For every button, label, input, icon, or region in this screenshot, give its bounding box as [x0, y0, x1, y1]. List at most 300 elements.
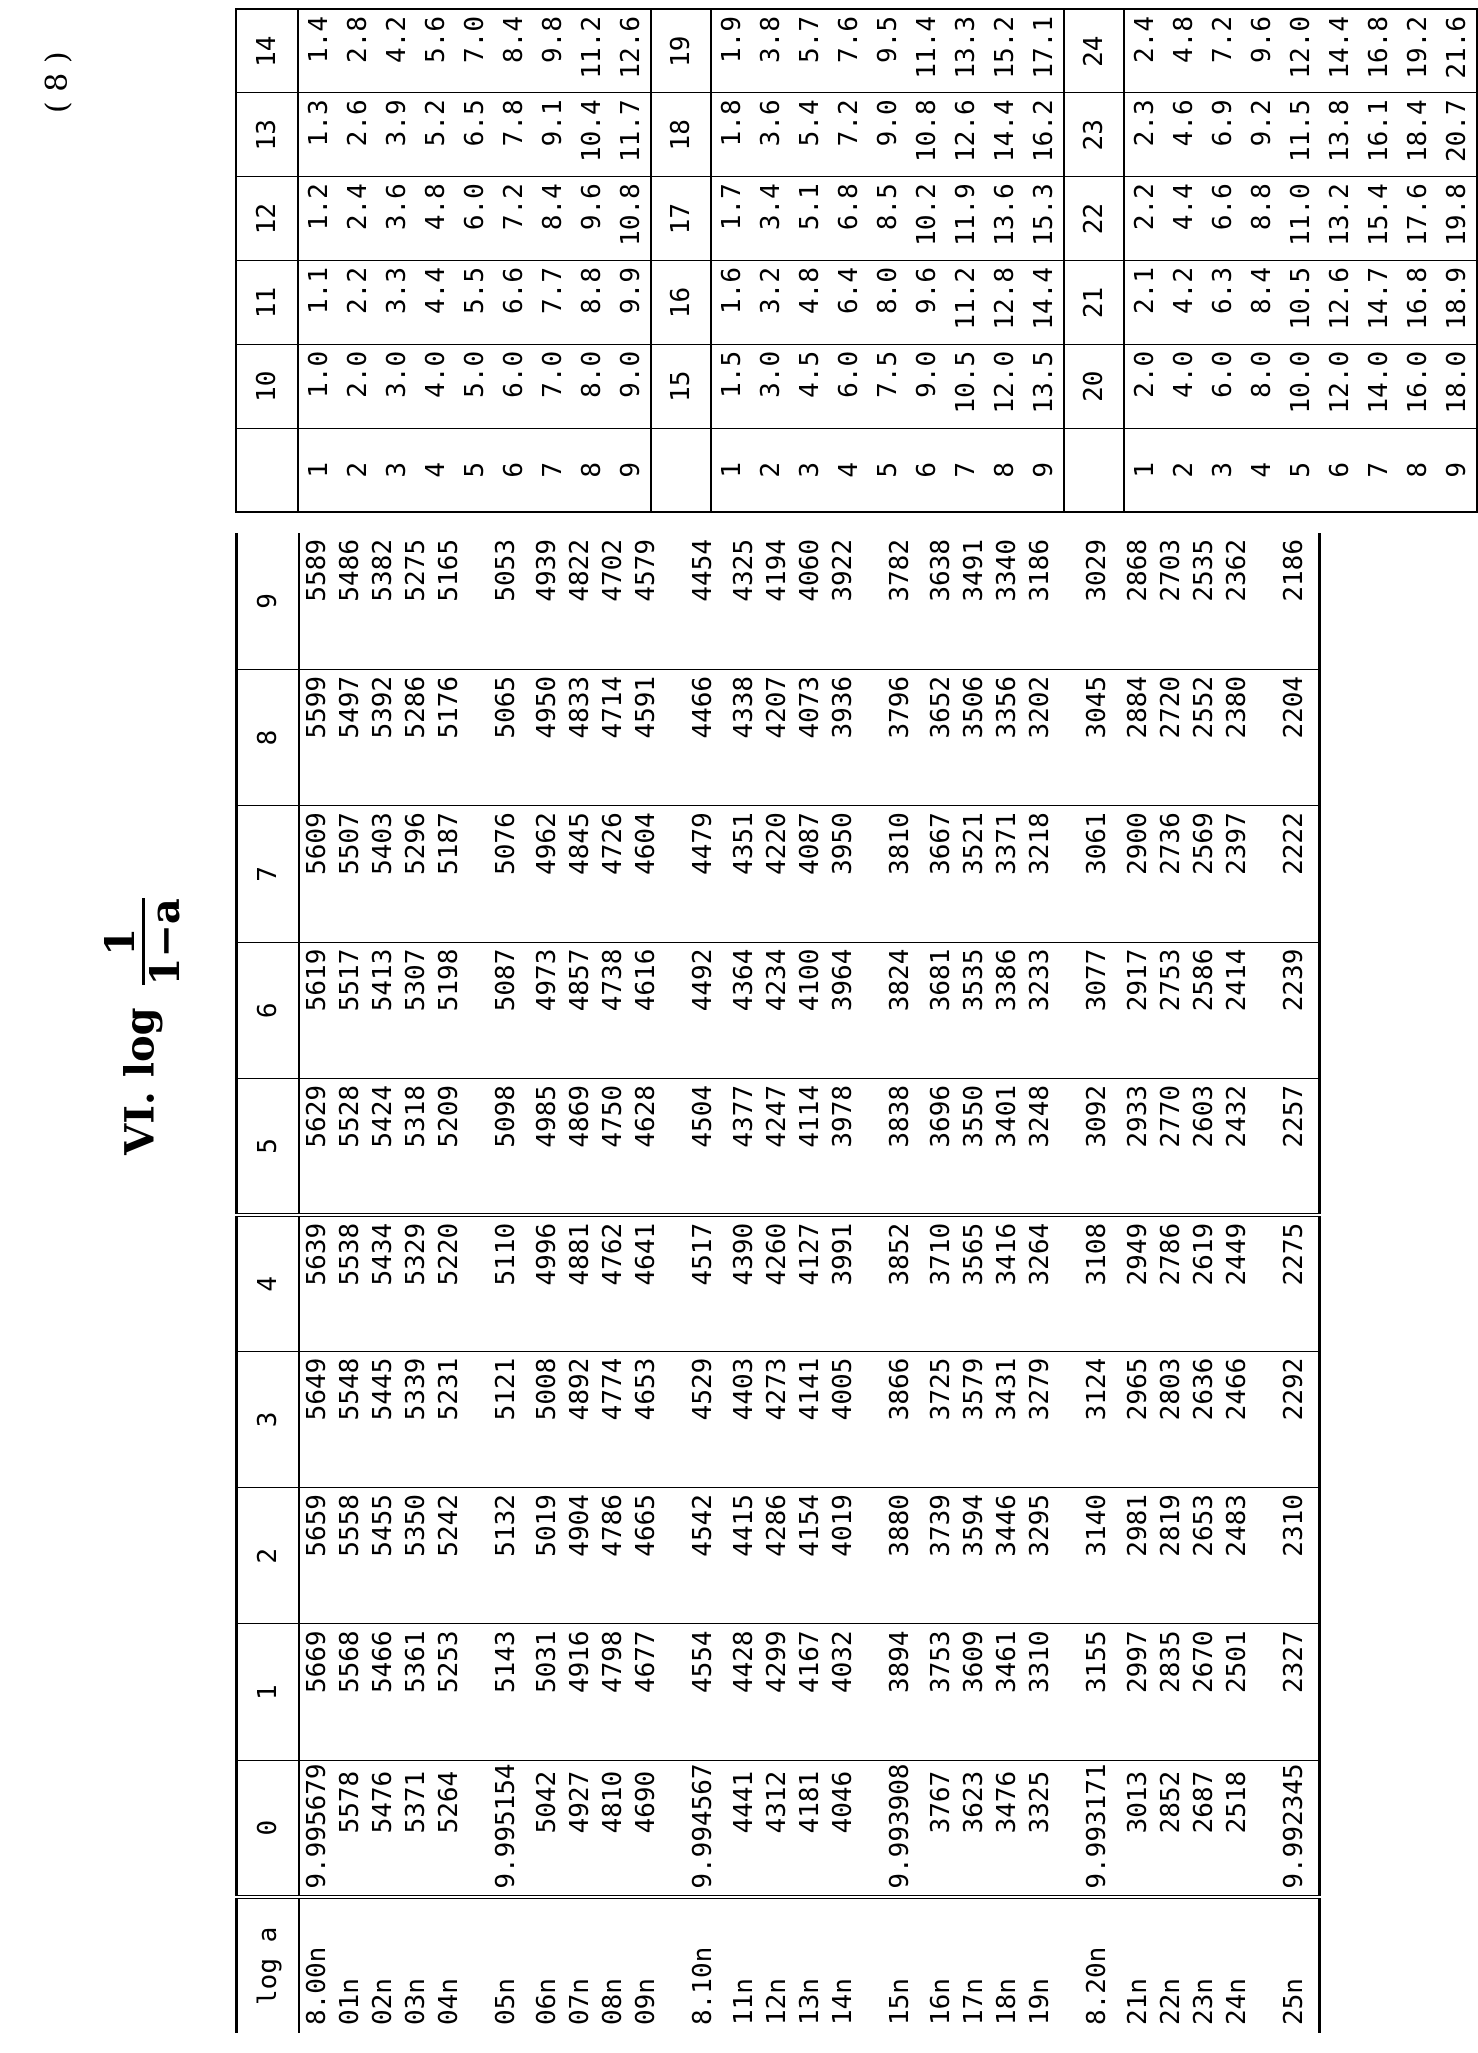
log-table-row: [760, 533, 793, 2033]
pp-table-cell: 5.1: [790, 177, 829, 261]
log-table-cell: 5253: [432, 1624, 465, 1760]
log-table-cell: 3739: [924, 1488, 957, 1624]
pp-table-cell: 11.4: [907, 9, 946, 93]
log-table-cell: 2362: [1220, 533, 1253, 669]
log-table-cell: 4833: [563, 669, 596, 805]
pp-table-cell: 8.0: [1242, 344, 1281, 428]
pp-table-cell: 4.8: [790, 261, 829, 345]
log-table-cell: 2327: [1253, 1624, 1320, 1760]
pp-block-header-cell: 17: [651, 177, 711, 261]
pp-row-digit: 5: [872, 462, 903, 478]
log-table-cell: 2687: [1187, 1760, 1220, 1896]
log-table-cell: 5198: [432, 942, 465, 1078]
pp-block-header-cell: 22: [1064, 177, 1124, 261]
pp-row-digit: 4: [833, 462, 864, 478]
pp-table-cell: 8.4: [494, 9, 533, 93]
log-table-header-cell: 9: [237, 533, 300, 669]
pp-table-header-cell: 14: [236, 9, 298, 93]
pp-table-cell: 9.2: [1242, 93, 1281, 177]
pp-table-cell: 14.7: [1359, 261, 1398, 345]
log-table-row-label: 25n: [1278, 1978, 1309, 2025]
log-table-cell: 4207: [760, 669, 793, 805]
pp-table-cell: 7.0: [455, 9, 494, 93]
pp-table-cell: 7.2: [494, 177, 533, 261]
log-table-cell: 3325: [1023, 1760, 1056, 1896]
pp-block-header: [1064, 9, 1124, 512]
log-table-cell: 5008: [530, 1351, 563, 1487]
log-table-row: [530, 533, 563, 2033]
pp-table-cell: 7.2: [829, 93, 868, 177]
log-table-cell: 3535: [957, 942, 990, 1078]
pp-table-cell: 13.6: [985, 177, 1024, 261]
pp-table-cell: 9.9: [611, 261, 651, 345]
log-table-cell: 4504: [662, 1078, 727, 1214]
pp-table-cell: 18.0: [1437, 344, 1477, 428]
log-table-cell: 3476: [990, 1760, 1023, 1896]
log-table-cell: 2981: [1121, 1488, 1154, 1624]
log-table-cell: 3077: [1056, 942, 1121, 1078]
log-table-cell: 3248: [1023, 1078, 1056, 1214]
log-table-cell: 4628: [629, 1078, 662, 1214]
pp-table-header: [236, 9, 298, 512]
log-table-cell: 2900: [1121, 806, 1154, 942]
log-table-cell: 5329: [399, 1215, 432, 1351]
log-table-header-cell: 7: [237, 806, 300, 942]
log-table-cell: 3155: [1056, 1624, 1121, 1760]
log-table-cell: 2670: [1187, 1624, 1220, 1760]
pp-table-cell: 14.4: [985, 93, 1024, 177]
log-table-cell: 4479: [662, 806, 727, 942]
log-table-cell: 5231: [432, 1351, 465, 1487]
pp-table-cell: 6.9: [1203, 93, 1242, 177]
log-table-row: [826, 533, 859, 2033]
pp-table-cell: 4.8: [416, 177, 455, 261]
log-table-cell: 2414: [1220, 942, 1253, 1078]
log-table-row-label: 22n: [1155, 1978, 1186, 2025]
log-table-cell: 4194: [760, 533, 793, 669]
log-table-cell: 4985: [530, 1078, 563, 1214]
log-table-cell: 4154: [793, 1488, 826, 1624]
log-table-cell: 3579: [957, 1351, 990, 1487]
pp-table-cell: 2.2: [338, 261, 377, 345]
pp-table-cell: 4.4: [1164, 177, 1203, 261]
log-table-cell: 4927: [563, 1760, 596, 1896]
log-table-cell: 3594: [957, 1488, 990, 1624]
pp-row-digit: 7: [1363, 462, 1394, 478]
log-table-cell: 5445: [366, 1351, 399, 1487]
log-table-cell: 2884: [1121, 669, 1154, 805]
log-table-cell: 4665: [629, 1488, 662, 1624]
pp-table-cell: 14.0: [1359, 344, 1398, 428]
log-table-cell: 3978: [826, 1078, 859, 1214]
log-table-cell: 3521: [957, 806, 990, 942]
log-table-cell: 5076: [465, 806, 530, 942]
pp-table-cell: 13.5: [1024, 344, 1064, 428]
pp-table-cell: 9.8: [533, 9, 572, 93]
log-table-cell: 5619: [299, 942, 333, 1078]
log-table-cell: 5098: [465, 1078, 530, 1214]
pp-table-cell: 12.0: [1281, 9, 1320, 93]
log-table-row: [859, 533, 924, 2033]
log-table-cell: 5318: [399, 1078, 432, 1214]
log-table-cell: 3061: [1056, 806, 1121, 942]
pp-table-row: [377, 9, 416, 512]
pp-block-header-cell: 18: [651, 93, 711, 177]
log-table-row: [1154, 533, 1187, 2033]
log-table-cell: 5087: [465, 942, 530, 1078]
pp-table-cell: 20.7: [1437, 93, 1477, 177]
pp-table-cell: 11.5: [1281, 93, 1320, 177]
pp-table-cell: 3.2: [751, 261, 790, 345]
log-table-cell: 3264: [1023, 1215, 1056, 1351]
log-table-header-cell: 8: [237, 669, 300, 805]
title-fraction: [97, 898, 189, 986]
pp-table-cell: 6.6: [1203, 177, 1242, 261]
log-table-cell: 5659: [299, 1488, 333, 1624]
page-number: ( 8 ): [40, 51, 75, 113]
log-table-cell: 3202: [1023, 669, 1056, 805]
pp-block-header-cell: 19: [651, 9, 711, 93]
log-table-cell: 5275: [399, 533, 432, 669]
log-table-cell: 5132: [465, 1488, 530, 1624]
log-table-cell: 2786: [1154, 1215, 1187, 1351]
log-table-cell: 4996: [530, 1215, 563, 1351]
log-table-cell: 3233: [1023, 942, 1056, 1078]
pp-table-row: [790, 9, 829, 512]
log-table-cell: 4810: [596, 1760, 629, 1896]
log-table-cell: 4377: [727, 1078, 760, 1214]
pp-table-row: [985, 9, 1024, 512]
pp-table-cell: 16.8: [1398, 261, 1437, 345]
pp-table-cell: 1.2: [298, 177, 338, 261]
log-table-cell: 3964: [826, 942, 859, 1078]
log-table-cell: 4738: [596, 942, 629, 1078]
log-table-cell: 3295: [1023, 1488, 1056, 1624]
pp-table-cell: 4.8: [1164, 9, 1203, 93]
log-table-cell: 4338: [727, 669, 760, 805]
pp-table-cell: 12.6: [611, 9, 651, 93]
pp-table-row: [711, 9, 751, 512]
log-table-cell: 5548: [333, 1351, 366, 1487]
pp-table-cell: 11.7: [611, 93, 651, 177]
log-table-row-label: 11n: [728, 1978, 759, 2025]
log-table-cell: 4364: [727, 942, 760, 1078]
pp-table-row: [338, 9, 377, 512]
pp-table-cell: 19.2: [1398, 9, 1437, 93]
log-table-cell: 4019: [826, 1488, 859, 1624]
log-table-row: [563, 533, 596, 2033]
pp-table-cell: 1.7: [711, 177, 751, 261]
log-table-cell: 9.993171: [1056, 1760, 1121, 1896]
log-table-header: [237, 533, 300, 2033]
pp-table-cell: 18.4: [1398, 93, 1437, 177]
pp-table-cell: 16.8: [1359, 9, 1398, 93]
log-table-cell: 5296: [399, 806, 432, 942]
pp-table-row: [868, 9, 907, 512]
log-table-cell: 4677: [629, 1624, 662, 1760]
log-table-cell: 3550: [957, 1078, 990, 1214]
log-table-cell: 5361: [399, 1624, 432, 1760]
log-table-cell: 4415: [727, 1488, 760, 1624]
pp-block-header: [651, 9, 711, 512]
pp-table-cell: 6.0: [494, 344, 533, 428]
log-table-cell: 9.995154: [465, 1760, 530, 1896]
pp-table-cell: 8.8: [572, 261, 611, 345]
pp-table-cell: 5.7: [790, 9, 829, 93]
log-table-cell: 5350: [399, 1488, 432, 1624]
log-table-row-label: 8.10n: [687, 1946, 718, 2025]
log-table-row-label: 05n: [490, 1978, 521, 2025]
log-table-cell: 4181: [793, 1760, 826, 1896]
pp-table-cell: 10.8: [611, 177, 651, 261]
pp-table-cell: 2.4: [1124, 9, 1164, 93]
log-table-cell: 3491: [957, 533, 990, 669]
log-table-cell: 3609: [957, 1624, 990, 1760]
pp-table-row: [533, 9, 572, 512]
log-table-cell: 2619: [1187, 1215, 1220, 1351]
log-table-row-label: 02n: [367, 1978, 398, 2025]
log-table-cell: 4273: [760, 1351, 793, 1487]
pp-table-cell: 5.4: [790, 93, 829, 177]
pp-row-digit: 7: [950, 462, 981, 478]
log-table-cell: 5053: [465, 533, 530, 669]
log-table-cell: 5639: [299, 1215, 333, 1351]
pp-table-cell: 12.0: [985, 344, 1024, 428]
log-table-cell: 4604: [629, 806, 662, 942]
pp-table-cell: 2.8: [338, 9, 377, 93]
log-table-cell: 2720: [1154, 669, 1187, 805]
pp-table-cell: 2.0: [338, 344, 377, 428]
pp-row-digit: 2: [342, 462, 373, 478]
log-table-header-cell: 3: [237, 1351, 300, 1487]
log-table-cell: 4774: [596, 1351, 629, 1487]
log-table-cell: 2569: [1187, 806, 1220, 942]
log-table-cell: 5507: [333, 806, 366, 942]
log-table-cell: 2933: [1121, 1078, 1154, 1214]
log-table-row-label: 19n: [1024, 1978, 1055, 2025]
log-table-cell: 4517: [662, 1215, 727, 1351]
log-table-header-cell: 5: [237, 1078, 300, 1214]
log-table-cell: 5649: [299, 1351, 333, 1487]
pp-table-cell: 11.9: [946, 177, 985, 261]
log-table-cell: 4702: [596, 533, 629, 669]
log-table-cell: 2535: [1187, 533, 1220, 669]
log-table-cell: 2770: [1154, 1078, 1187, 1214]
log-table-cell: 4046: [826, 1760, 859, 1896]
log-table-cell: 5392: [366, 669, 399, 805]
log-table-cell: 4312: [760, 1760, 793, 1896]
pp-table-cell: 7.8: [494, 93, 533, 177]
pp-table-cell: 4.6: [1164, 93, 1203, 177]
pp-table-cell: 12.8: [985, 261, 1024, 345]
pp-table-cell: 8.5: [868, 177, 907, 261]
pp-table-row: [829, 9, 868, 512]
log-table-cell: 5371: [399, 1760, 432, 1896]
pp-table-cell: 12.0: [1320, 344, 1359, 428]
pp-table-cell: 9.6: [907, 261, 946, 345]
log-table-row-label: 07n: [564, 1978, 595, 2025]
log-table-cell: 2380: [1220, 669, 1253, 805]
pp-table-cell: 3.9: [377, 93, 416, 177]
log-table-cell: 3950: [826, 806, 859, 942]
log-table-cell: 4141: [793, 1351, 826, 1487]
log-table-cell: 2868: [1121, 533, 1154, 669]
pp-table-row: [298, 9, 338, 512]
log-table-cell: 4714: [596, 669, 629, 805]
log-table-cell: 5065: [465, 669, 530, 805]
log-table-cell: 2917: [1121, 942, 1154, 1078]
pp-row-digit: 1: [1129, 462, 1160, 478]
log-table-cell: 5339: [399, 1351, 432, 1487]
log-table-cell: 3140: [1056, 1488, 1121, 1624]
log-table-cell: 3824: [859, 942, 924, 1078]
log-table-cell: 5568: [333, 1624, 366, 1760]
pp-table-cell: 8.0: [868, 261, 907, 345]
pp-table-cell: 4.0: [416, 344, 455, 428]
pp-row-digit: 5: [459, 462, 490, 478]
log-table-cell: 3623: [957, 1760, 990, 1896]
pp-table-cell: 10.0: [1281, 344, 1320, 428]
log-table-cell: 4286: [760, 1488, 793, 1624]
log-table-cell: 3446: [990, 1488, 1023, 1624]
log-table-cell: 2703: [1154, 533, 1187, 669]
pp-table-cell: 9.6: [1242, 9, 1281, 93]
pp-table-row: [1281, 9, 1320, 512]
pp-table-row: [611, 9, 651, 512]
log-table-cell: 4247: [760, 1078, 793, 1214]
log-table-cell: 5031: [530, 1624, 563, 1760]
pp-table-cell: 15.4: [1359, 177, 1398, 261]
log-table-cell: 3045: [1056, 669, 1121, 805]
log-table-cell: 3092: [1056, 1078, 1121, 1214]
log-table-cell: 5466: [366, 1624, 399, 1760]
log-table-row-label: 12n: [761, 1978, 792, 2025]
log-table-body: [299, 533, 1320, 2033]
log-table-cell: 4234: [760, 942, 793, 1078]
log-table-cell: 4466: [662, 669, 727, 805]
log-table-cell: 3710: [924, 1215, 957, 1351]
pp-table-cell: 6.8: [829, 177, 868, 261]
log-table-row: [924, 533, 957, 2033]
pp-table-header-cell: 12: [236, 177, 298, 261]
pp-block-header-spacer: [651, 428, 711, 512]
pp-table-cell: 8.4: [1242, 261, 1281, 345]
pp-table-cell: 4.0: [1164, 344, 1203, 428]
log-table-cell: 2819: [1154, 1488, 1187, 1624]
log-table-row: [727, 533, 760, 2033]
log-table-cell: 4950: [530, 669, 563, 805]
log-table-cell: 3340: [990, 533, 1023, 669]
log-table-cell: 4390: [727, 1215, 760, 1351]
log-table-header-cell: 4: [237, 1215, 300, 1351]
pp-row-digit: 3: [1207, 462, 1238, 478]
log-table-cell: 3431: [990, 1351, 1023, 1487]
log-table-row: [1220, 533, 1253, 2033]
log-table-cell: 4351: [727, 806, 760, 942]
log-table-cell: 5558: [333, 1488, 366, 1624]
pp-table-cell: 3.6: [751, 93, 790, 177]
log-table-cell: 3013: [1121, 1760, 1154, 1896]
log-table-cell: 5307: [399, 942, 432, 1078]
log-table-cell: 5242: [432, 1488, 465, 1624]
log-table: [235, 533, 1321, 2033]
pp-table-cell: 13.8: [1320, 93, 1359, 177]
pp-table-cell: 10.2: [907, 177, 946, 261]
log-table-cell: 3667: [924, 806, 957, 942]
log-table-cell: 4403: [727, 1351, 760, 1487]
pp-row-digit: 5: [1285, 462, 1316, 478]
pp-table-header-cell: 10: [236, 344, 298, 428]
pp-table-cell: 8.0: [572, 344, 611, 428]
log-table-row: [957, 533, 990, 2033]
log-table-cell: 5497: [333, 669, 366, 805]
log-table-cell: 3696: [924, 1078, 957, 1214]
pp-row-digit: 4: [1246, 462, 1277, 478]
log-table-cell: 4220: [760, 806, 793, 942]
log-table-cell: 4786: [596, 1488, 629, 1624]
log-table-row: [333, 533, 366, 2033]
log-table-cell: 2736: [1154, 806, 1187, 942]
pp-table-cell: 1.4: [298, 9, 338, 93]
log-table-cell: 2449: [1220, 1215, 1253, 1351]
log-table-cell: 4904: [563, 1488, 596, 1624]
log-table-row-label: 15n: [884, 1978, 915, 2025]
pp-table-row: [1024, 9, 1064, 512]
pp-table-cell: 19.8: [1437, 177, 1477, 261]
pp-table-cell: 18.9: [1437, 261, 1477, 345]
pp-table-row: [494, 9, 533, 512]
pp-table-cell: 5.2: [416, 93, 455, 177]
pp-row-digit: 6: [1324, 462, 1355, 478]
log-table-cell: 2852: [1154, 1760, 1187, 1896]
log-table-cell: 2275: [1253, 1215, 1320, 1351]
pp-table-cell: 3.3: [377, 261, 416, 345]
log-table-cell: 5476: [366, 1760, 399, 1896]
log-table-cell: 3218: [1023, 806, 1056, 942]
pp-table-header-cell: 13: [236, 93, 298, 177]
pp-table-cell: 1.6: [711, 261, 751, 345]
title-function: log: [116, 1007, 164, 1078]
log-table-cell: 4616: [629, 942, 662, 1078]
pp-table-cell: 6.4: [829, 261, 868, 345]
pp-table-cell: 1.3: [298, 93, 338, 177]
log-table-cell: 4973: [530, 942, 563, 1078]
title-denominator: 1−a: [142, 898, 189, 986]
log-table-cell: 2257: [1253, 1078, 1320, 1214]
log-table-cell: 3796: [859, 669, 924, 805]
pp-row-digit: 3: [381, 462, 412, 478]
log-table-cell: 2803: [1154, 1351, 1187, 1487]
log-table-cell: 3356: [990, 669, 1023, 805]
pp-table-cell: 11.2: [946, 261, 985, 345]
pp-table-cell: 7.5: [868, 344, 907, 428]
log-table-row-label: 21n: [1122, 1978, 1153, 2025]
pp-table-header-cell: 11: [236, 261, 298, 345]
log-table-cell: 2432: [1220, 1078, 1253, 1214]
pp-table-cell: 11.2: [572, 9, 611, 93]
log-table-row-label: 01n: [334, 1978, 365, 2025]
pp-table-row: [572, 9, 611, 512]
pp-table-cell: 3.8: [751, 9, 790, 93]
log-table-cell: 5589: [299, 533, 333, 669]
pp-table-row: [416, 9, 455, 512]
log-table-row: [1121, 533, 1154, 2033]
log-table-cell: 2552: [1187, 669, 1220, 805]
pp-row-digit: 1: [303, 462, 334, 478]
log-table-cell: 5019: [530, 1488, 563, 1624]
log-table-row-label: 8.20n: [1081, 1946, 1112, 2025]
log-table-cell: 4892: [563, 1351, 596, 1487]
